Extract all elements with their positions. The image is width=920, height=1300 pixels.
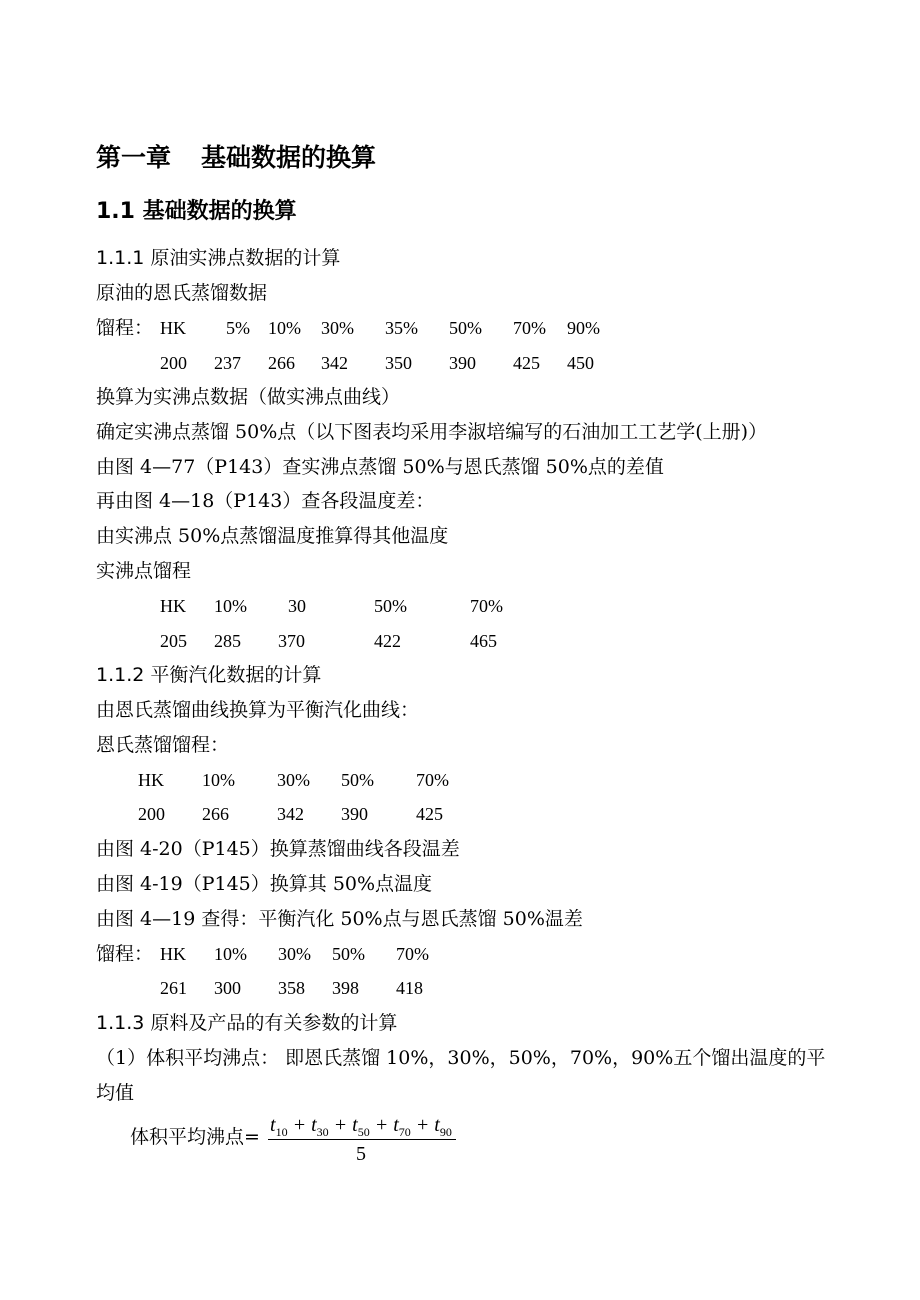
table-cell: HK — [160, 318, 186, 338]
formula-subscript: 90 — [439, 1125, 452, 1139]
formula-var: t — [311, 1114, 317, 1136]
paragraph: 由图 4-20（P145）换算蒸馏曲线各段温差 — [96, 838, 460, 860]
table-cell: 30 — [288, 596, 306, 616]
formula-denominator: 5 — [356, 1143, 366, 1165]
table-cell: 30% — [321, 318, 354, 338]
paragraph: 实沸点馏程 — [96, 560, 192, 582]
formula-var: t — [352, 1114, 358, 1136]
table-cell: 200 — [138, 804, 165, 824]
table-cell: 35% — [385, 318, 418, 338]
formula-label: 体积平均沸点= — [130, 1126, 260, 1148]
table-cell: 237 — [214, 353, 241, 373]
table-cell: 261 — [160, 978, 187, 998]
paragraph: 由图 4-19（P145）换算其 50%点温度 — [96, 873, 433, 895]
table-cell: 200 — [160, 353, 187, 373]
table-cell: 10% — [268, 318, 301, 338]
formula-subscript: 50 — [357, 1125, 370, 1139]
table-cell: 418 — [396, 978, 423, 998]
formula-var: t — [270, 1114, 276, 1136]
formula-var: t — [434, 1114, 440, 1136]
formula-numerator: $t_{10} + t_{30} + t_{50} + t_{70} + t_{90}$ — [270, 1114, 452, 1139]
table-cell: 390 — [449, 353, 476, 373]
table-cell: 425 — [416, 804, 443, 824]
table-cell: 50% — [341, 770, 374, 790]
table-cell: 266 — [202, 804, 229, 824]
table-cell: HK — [138, 770, 164, 790]
subsection-heading-1-1-2: 1.1.2 平衡汽化数据的计算 — [96, 664, 322, 686]
paragraph: 确定实沸点蒸馏 50%点（以下图表均采用李淑培编写的石油加工工艺学(上册)） — [96, 421, 768, 443]
table-cell: HK — [160, 596, 186, 616]
formula-subscript: 10 — [275, 1125, 288, 1139]
table-cell: 50% — [449, 318, 482, 338]
paragraph: 再由图 4—18（P143）查各段温度差： — [96, 490, 435, 512]
subsection-heading-1-1-3: 1.1.3 原料及产品的有关参数的计算 — [96, 1012, 398, 1034]
paragraph: （1）体积平均沸点： 即恩氏蒸馏 10%，30%，50%，70%，90%五个馏出温度的平 — [96, 1047, 826, 1069]
formula-subscript: 30 — [316, 1125, 329, 1139]
chapter-heading — [96, 140, 376, 176]
table-cell: 205 — [160, 631, 187, 651]
table-cell: 90% — [567, 318, 600, 338]
table-cell: 390 — [341, 804, 368, 824]
table-cell: HK — [160, 944, 186, 964]
paragraph: 由图 4—19 查得：平衡汽化 50%点与恩氏蒸馏 50%温差 — [96, 908, 583, 930]
chapter-title: 基础数据的换算 — [201, 143, 377, 172]
table-cell: 30% — [278, 944, 311, 964]
table-cell: 70% — [416, 770, 449, 790]
table-cell: 450 — [567, 353, 594, 373]
table-cell: 358 — [278, 978, 305, 998]
row-label: 馏程： — [96, 943, 154, 965]
subsection-heading-1-1-1: 1.1.1 原油实沸点数据的计算 — [96, 247, 341, 269]
table-cell: 30% — [277, 770, 310, 790]
paragraph: 由恩氏蒸馏曲线换算为平衡汽化曲线： — [96, 699, 420, 721]
paragraph: 换算为实沸点数据（做实沸点曲线） — [96, 386, 401, 408]
table-cell: 422 — [374, 631, 401, 651]
formula-subscript: 70 — [398, 1125, 411, 1139]
table-cell: 5% — [226, 318, 250, 338]
table-cell: 342 — [321, 353, 348, 373]
table-cell: 266 — [268, 353, 295, 373]
table-cell: 425 — [513, 353, 540, 373]
paragraph: 由实沸点 50%点蒸馏温度推算得其他温度 — [96, 525, 449, 547]
table-cell: 10% — [214, 944, 247, 964]
table-cell: 398 — [332, 978, 359, 998]
volume-avg-bp-formula — [130, 1112, 550, 1172]
chapter-number: 第一章 — [96, 143, 172, 172]
paragraph: 恩氏蒸馏馏程： — [96, 734, 230, 756]
formula-var: t — [393, 1114, 399, 1136]
paragraph: 由图 4—77（P143）查实沸点蒸馏 50%与恩氏蒸馏 50%点的差值 — [96, 456, 664, 478]
table-cell: 342 — [277, 804, 304, 824]
table-cell: 70% — [470, 596, 503, 616]
table-cell: 70% — [513, 318, 546, 338]
table-cell: 465 — [470, 631, 497, 651]
section-heading-1-1: 1.1 基础数据的换算 — [96, 199, 297, 224]
paragraph: 原油的恩氏蒸馏数据 — [96, 282, 268, 304]
table-cell: 10% — [202, 770, 235, 790]
row-label: 馏程： — [96, 317, 154, 339]
paragraph: 均值 — [96, 1082, 135, 1104]
table-cell: 350 — [385, 353, 412, 373]
table-cell: 300 — [214, 978, 241, 998]
table-cell: 70% — [396, 944, 429, 964]
table-cell: 285 — [214, 631, 241, 651]
fraction-bar — [268, 1139, 456, 1140]
table-cell: 50% — [374, 596, 407, 616]
table-cell: 10% — [214, 596, 247, 616]
table-cell: 370 — [278, 631, 305, 651]
table-cell: 50% — [332, 944, 365, 964]
